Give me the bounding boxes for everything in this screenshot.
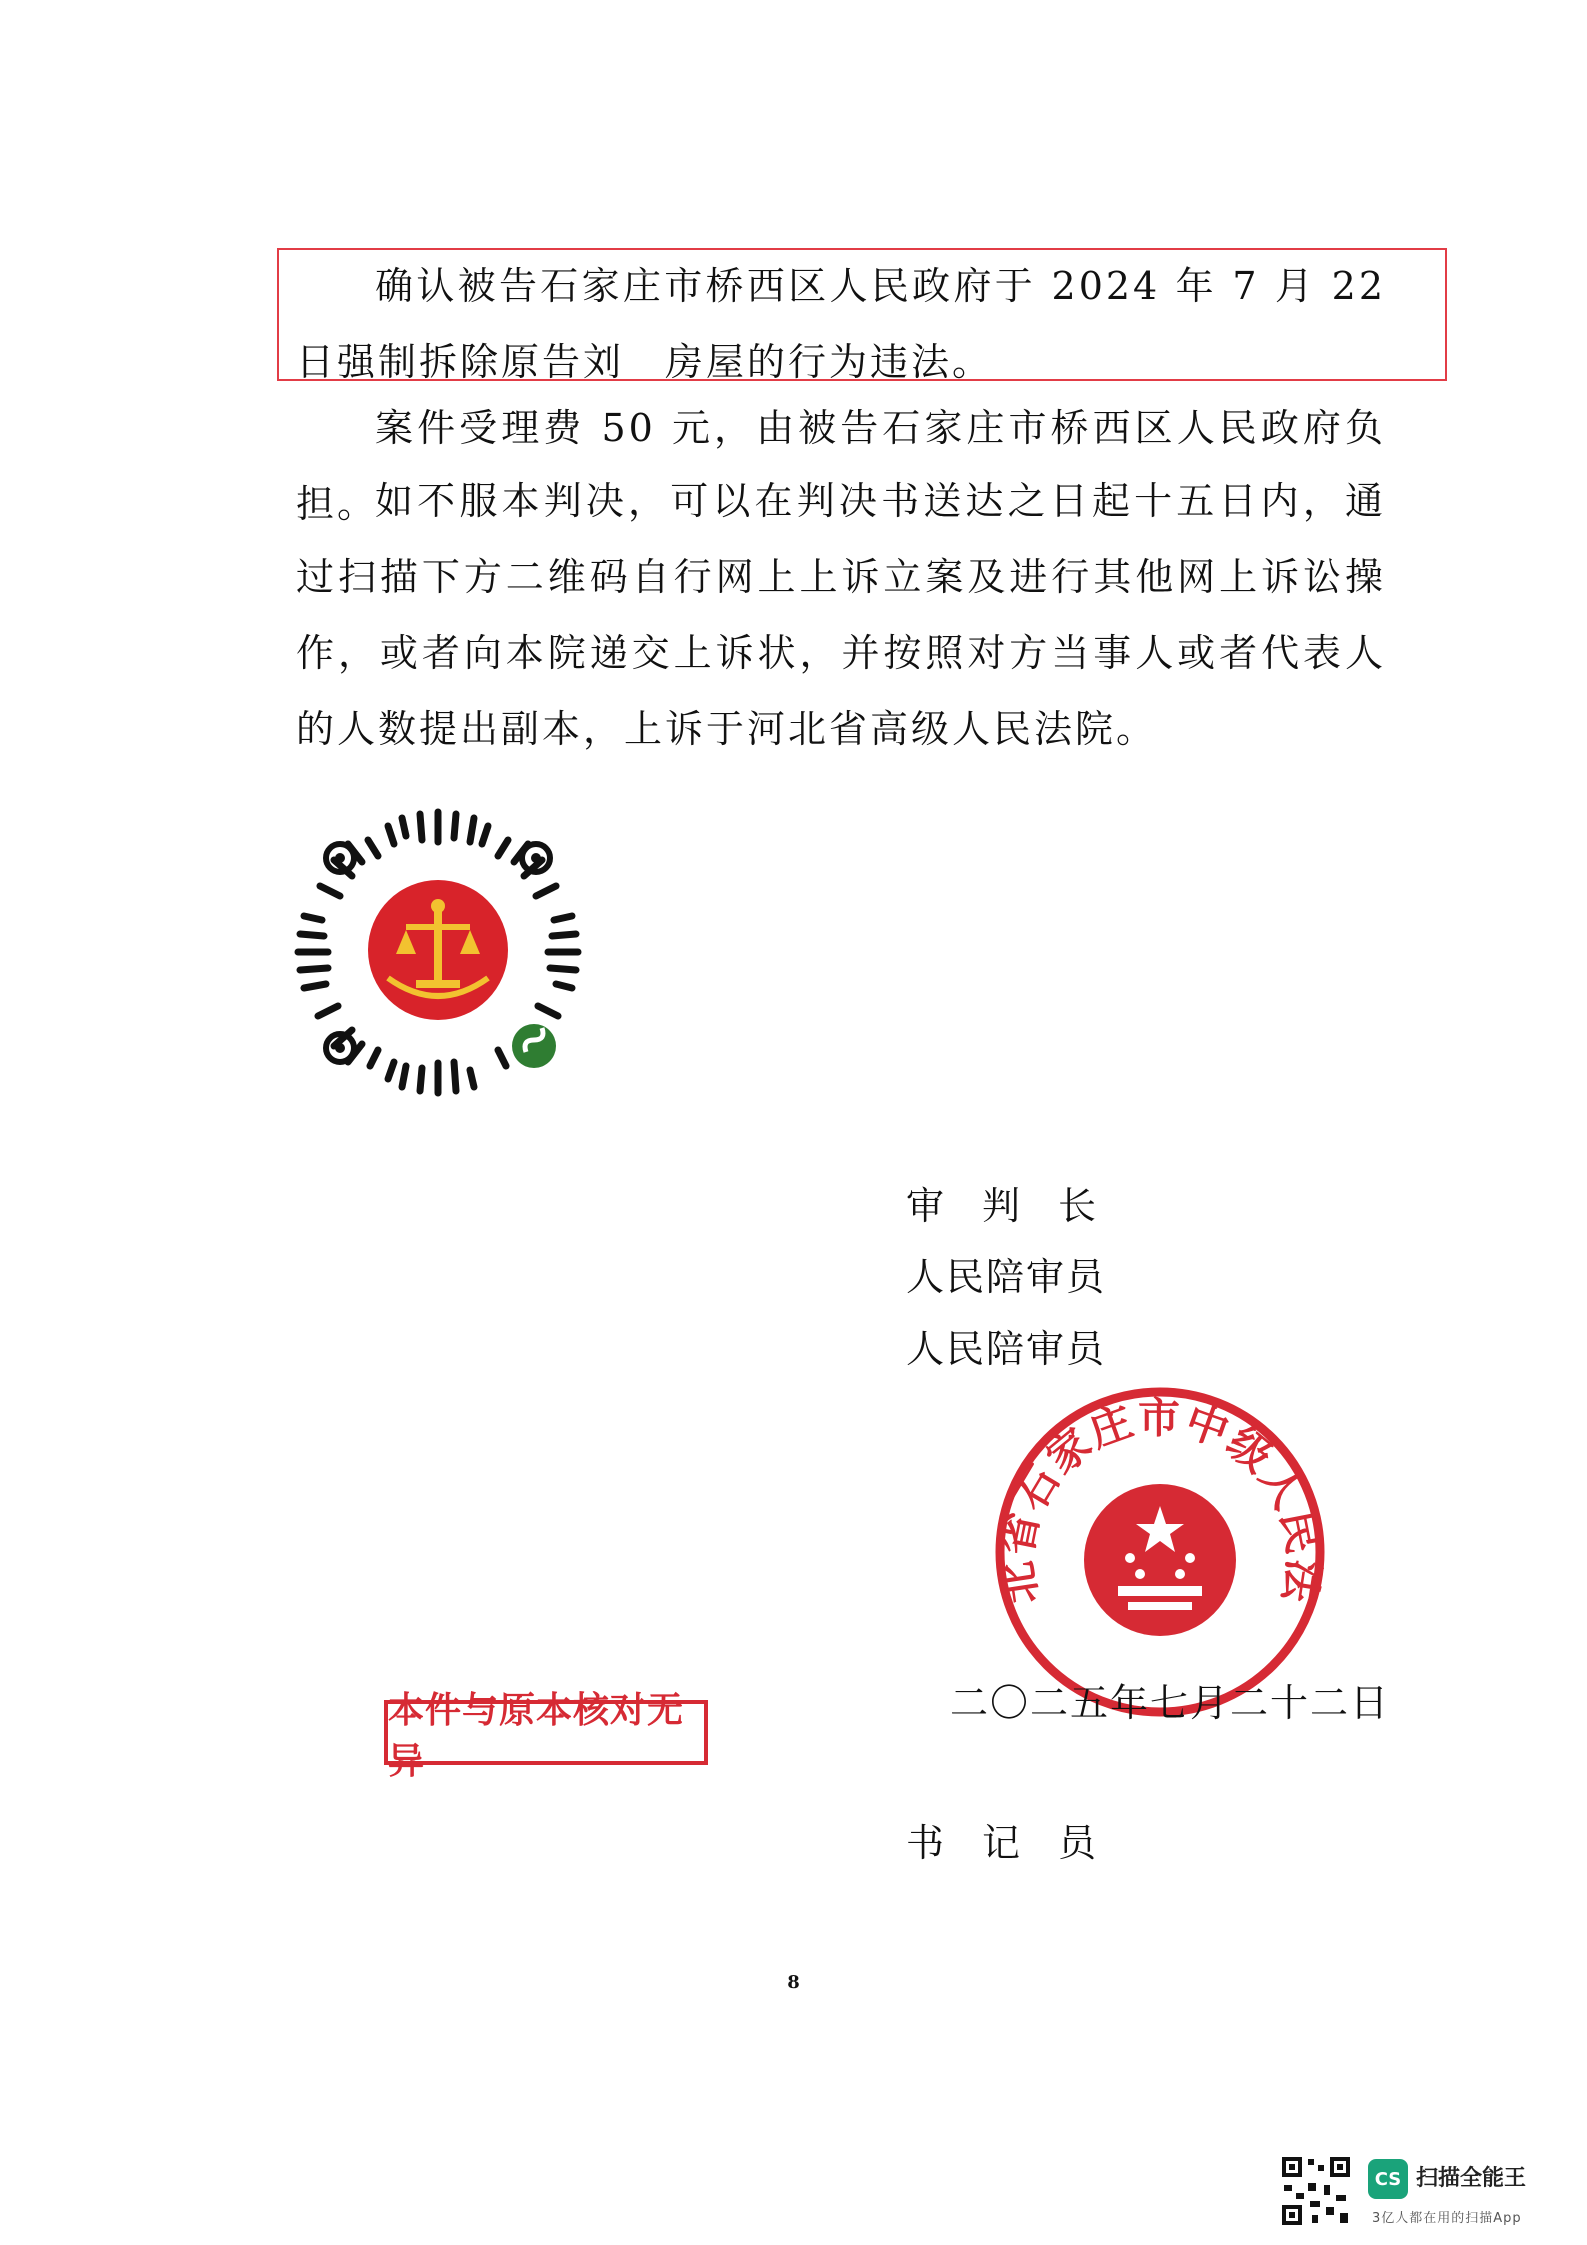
- judgment-paragraph-1: 确认被告石家庄市桥西区人民政府于 2024 年 7 月 22 日强制拆除原告刘 房屋的行为违法。: [296, 264, 1386, 384]
- copy-verification-stamp: [384, 1689, 708, 1782]
- watermark-qr-icon: [1280, 2155, 1352, 2227]
- watermark-tagline: 3亿人都在用的扫描App: [1372, 2211, 1522, 2226]
- page-number: 8: [787, 1972, 800, 1993]
- presiding-judge-label: 审判长: [906, 1184, 1135, 1228]
- judgment-paragraph-3: 如不服本判决，可以在判决书送达之日起十五日内，通过扫描下方二维码自行网上上诉立案及进行其他网上诉讼操作，或者向本院递交上诉状，并按照对方当事人或者代表人的人数提出副本，上诉于河北省高级人民法院。: [296, 479, 1386, 751]
- judgment-paragraph-2: 案件受理费 50 元，由被告石家庄市桥西区人民政府负担。: [296, 406, 1386, 526]
- qr-code-icon: [288, 800, 588, 1105]
- appeal-qr-code[interactable]: [288, 800, 588, 1105]
- clerk-label: 书记员: [906, 1821, 1135, 1865]
- watermark-brand: 扫描全能王: [1416, 2166, 1527, 2191]
- copy-stamp-text: 本件与原本核对无异: [388, 1689, 685, 1782]
- scanner-watermark: [1280, 2155, 1580, 2235]
- people-assessor-label-1: 人民陪审员: [906, 1255, 1107, 1299]
- judgment-date: 二〇二五年七月二十二日: [950, 1681, 1391, 1725]
- camscanner-logo: CS: [1368, 2159, 1408, 2199]
- svg-text:河北省石家庄市中级人民法院: 北省石家庄市中级人民法: [991, 1393, 1329, 1608]
- people-assessor-label-2: 人民陪审员: [906, 1327, 1107, 1371]
